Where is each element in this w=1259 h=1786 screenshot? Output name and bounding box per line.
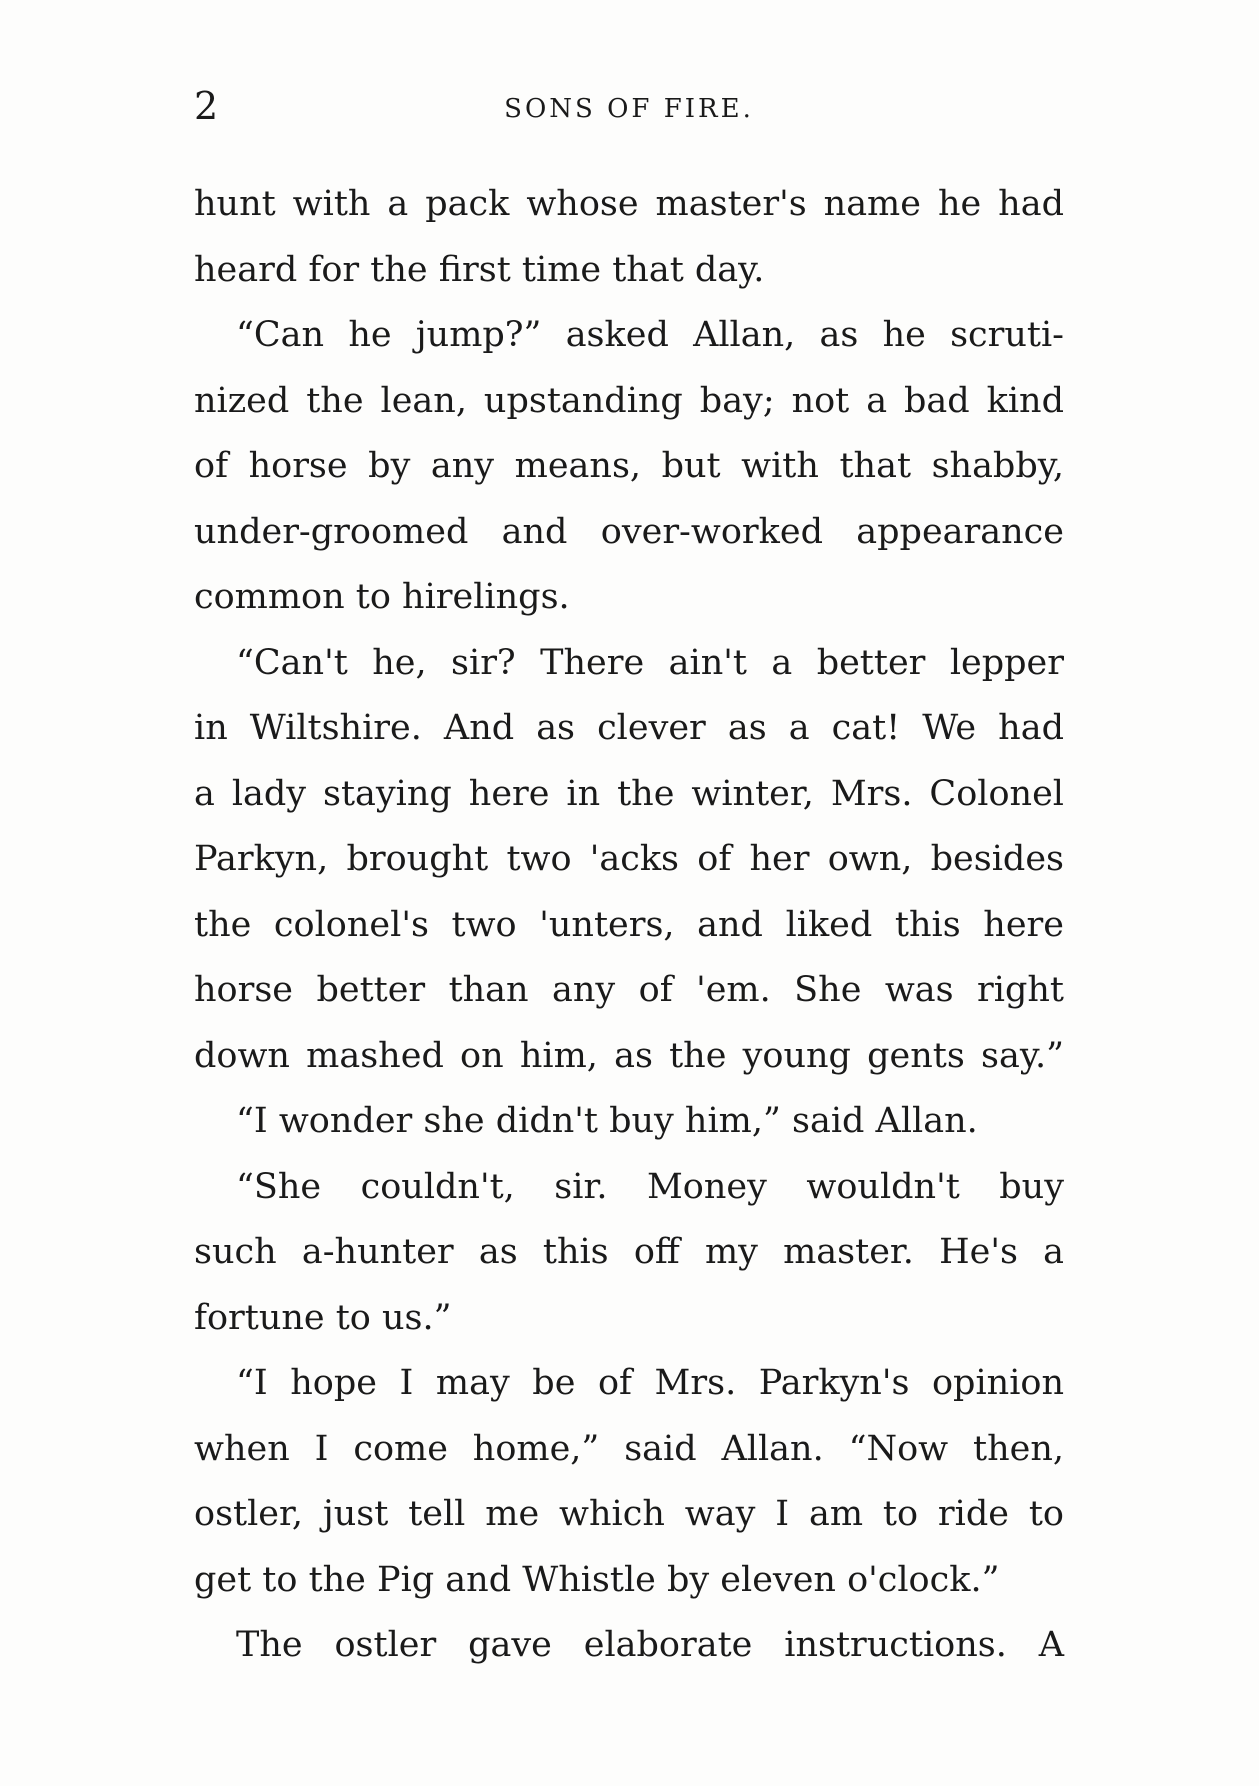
text-line: when I come home,” said Allan. “Now then, (194, 1428, 1064, 1469)
text-line: under-groomed and over-worked appearance (194, 511, 1064, 552)
body-text (194, 172, 1064, 1679)
running-title: SONS OF FIRE. (504, 94, 754, 124)
text-line: such a-hunter as this off my master. He's a (194, 1232, 1064, 1272)
text-line: “I wonder she didn't buy him,” said Allan. (236, 1101, 978, 1141)
running-head (194, 86, 1064, 126)
text-line: common to hirelings. (194, 577, 570, 617)
text-line: heard for the first time that day. (194, 249, 765, 290)
text-line: a lady staying here in the winter, Mrs. Colonel (194, 773, 1064, 814)
text-line: the colonel's two 'unters, and liked this here (194, 904, 1064, 945)
text-line: ostler, just tell me which way I am to ride to (194, 1494, 1064, 1534)
text-line: of horse by any means, but with that shabby, (194, 446, 1064, 486)
text-line: horse better than any of 'em. She was right (194, 970, 1064, 1010)
text-line: “Can't he, sir? There ain't a better lepper (236, 642, 1064, 683)
text-line: get to the Pig and Whistle by eleven o'clock.” (194, 1559, 1000, 1600)
text-line: down mashed on him, as the young gents say.” (194, 1035, 1064, 1076)
text-line: Parkyn, brought two 'acks of her own, besides (194, 839, 1064, 879)
text-line: hunt with a pack whose master's name he had (194, 184, 1064, 224)
text-line: fortune to us.” (194, 1297, 452, 1338)
text-line: The ostler gave elaborate instructions. A (236, 1625, 1064, 1665)
text-line: “Can he jump?” asked Allan, as he scruti- (236, 315, 1064, 355)
text-line: nized the lean, upstanding bay; not a bad kind (194, 380, 1064, 421)
text-line: “She couldn't, sir. Money wouldn't buy (236, 1166, 1064, 1207)
text-line: “I hope I may be of Mrs. Parkyn's opinion (236, 1363, 1064, 1403)
text-line: in Wiltshire. And as clever as a cat! We had (194, 708, 1064, 748)
page-number: 2 (194, 84, 219, 128)
